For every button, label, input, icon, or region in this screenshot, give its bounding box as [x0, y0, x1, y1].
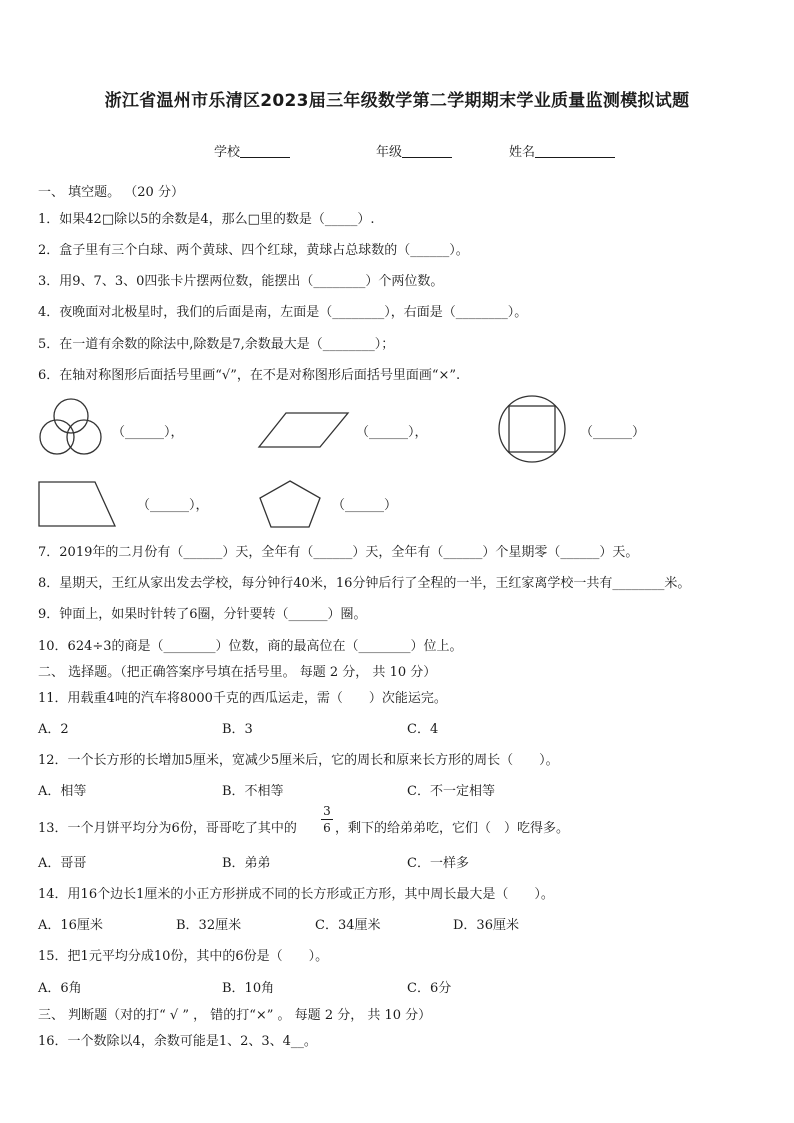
three-circles-icon	[40, 395, 102, 461]
q11-option-c[interactable]: C．4	[407, 722, 439, 737]
q15-option-b[interactable]: B．10角	[222, 981, 275, 996]
q14-option-c[interactable]: C．34厘米	[315, 918, 381, 933]
question-11: 11．用载重4吨的汽车将8000千克的西瓜运走，需（ ）次能运完。	[38, 691, 447, 706]
question-15: 15．把1元平均分成10份，其中的6份是（ ）。	[38, 949, 329, 964]
school-field[interactable]	[214, 141, 290, 160]
q6-blank-4[interactable]: （______），	[137, 498, 209, 513]
q14-option-a[interactable]: A．16厘米	[38, 918, 103, 933]
section1-header: 一、 填空题。 （20 分）	[38, 185, 184, 200]
parallelogram-icon	[258, 411, 350, 449]
q6-blank-5[interactable]: （______）	[332, 498, 398, 513]
q14-option-d[interactable]: D．36厘米	[453, 918, 519, 933]
school-label: 学校	[214, 145, 241, 160]
q6-blank-3[interactable]: （______）	[580, 425, 646, 440]
question-10: 10．624÷3的商是（________）位数，商的最高位在（________）位上。	[38, 639, 463, 654]
question-12: 12．一个长方形的长增加5厘米，宽减少5厘米后，它的周长和原来长方形的周长（ ）。	[38, 753, 559, 768]
square-in-circle-icon	[497, 394, 567, 464]
page-title: 浙江省温州市乐清区2023届三年级数学第二学期期末学业质量监测模拟试题	[104, 91, 690, 111]
q12-option-a[interactable]: A．相等	[38, 784, 87, 799]
grade-label: 年级	[376, 145, 403, 160]
fraction-three-sixths	[321, 804, 333, 835]
school-blank[interactable]	[240, 144, 290, 158]
name-label: 姓名	[509, 145, 536, 160]
question-16: 16．一个数除以4，余数可能是1、2、3、4__。	[38, 1034, 317, 1049]
q12-option-b[interactable]: B．不相等	[222, 784, 284, 799]
grade-blank[interactable]	[402, 144, 452, 158]
q6-blank-1[interactable]: （______），	[112, 425, 184, 440]
q11-option-a[interactable]: A．2	[38, 722, 69, 737]
q12-option-c[interactable]: C．不一定相等	[407, 784, 495, 799]
fraction-numerator: 3	[323, 804, 331, 818]
trapezoid-icon	[37, 480, 117, 528]
question-13-prefix: 13．一个月饼平均分为6份，哥哥吃了其中的	[38, 821, 297, 836]
grade-field[interactable]	[376, 141, 452, 160]
question-9: 9．钟面上，如果时针转了6圈，分针要转（______）圈。	[38, 607, 367, 622]
name-field[interactable]	[509, 141, 615, 160]
section3-header: 三、 判断题（对的打“ √ ” ， 错的打“×” 。 每题 2 分， 共 10 分）	[38, 1008, 432, 1023]
q14-option-b[interactable]: B．32厘米	[176, 918, 242, 933]
question-14: 14．用16个边长1厘米的小正方形拼成不同的长方形或正方形，其中周长最大是（ ）。	[38, 887, 554, 902]
name-blank[interactable]	[535, 144, 615, 158]
question-6: 6．在轴对称图形后面括号里画“√”，在不是对称图形后面括号里面画“×”.	[38, 368, 461, 383]
q13-option-b[interactable]: B．弟弟	[222, 856, 271, 871]
q15-option-a[interactable]: A．6角	[38, 981, 82, 996]
question-8: 8．星期天，王红从家出发去学校，每分钟行40米，16分钟后行了全程的一半，王红家离学校一共有________米。	[38, 576, 691, 591]
q15-option-c[interactable]: C．6分	[407, 981, 452, 996]
fraction-denominator: 6	[323, 821, 331, 835]
question-1: 1．如果42□除以5的余数是4，那么□里的数是（_____）.	[38, 212, 375, 227]
pentagon-icon	[257, 479, 323, 529]
fraction-bar	[321, 819, 333, 820]
question-4: 4．夜晚面对北极星时，我们的后面是南，左面是（________），右面是（________）。	[38, 305, 528, 320]
question-7: 7．2019年的二月份有（______）天，全年有（______）天，全年有（______）个星期零（______）天。	[38, 545, 639, 560]
question-13-suffix: ，剩下的给弟弟吃，它们（ ）吃得多。	[335, 821, 570, 836]
question-3: 3．用9、7、3、0四张卡片摆两位数，能摆出（________）个两位数。	[38, 274, 444, 289]
section2-header: 二、 选择题。（把正确答案序号填在括号里。 每题 2 分， 共 10 分）	[38, 665, 437, 680]
question-2: 2．盒子里有三个白球、两个黄球、四个红球，黄球占总球数的（______）。	[38, 243, 469, 258]
q6-blank-2[interactable]: （______），	[356, 425, 428, 440]
q13-option-a[interactable]: A．哥哥	[38, 856, 87, 871]
q11-option-b[interactable]: B．3	[222, 722, 253, 737]
q13-option-c[interactable]: C．一样多	[407, 856, 469, 871]
question-5: 5．在一道有余数的除法中,除数是7,余数最大是（________）；	[38, 337, 395, 352]
